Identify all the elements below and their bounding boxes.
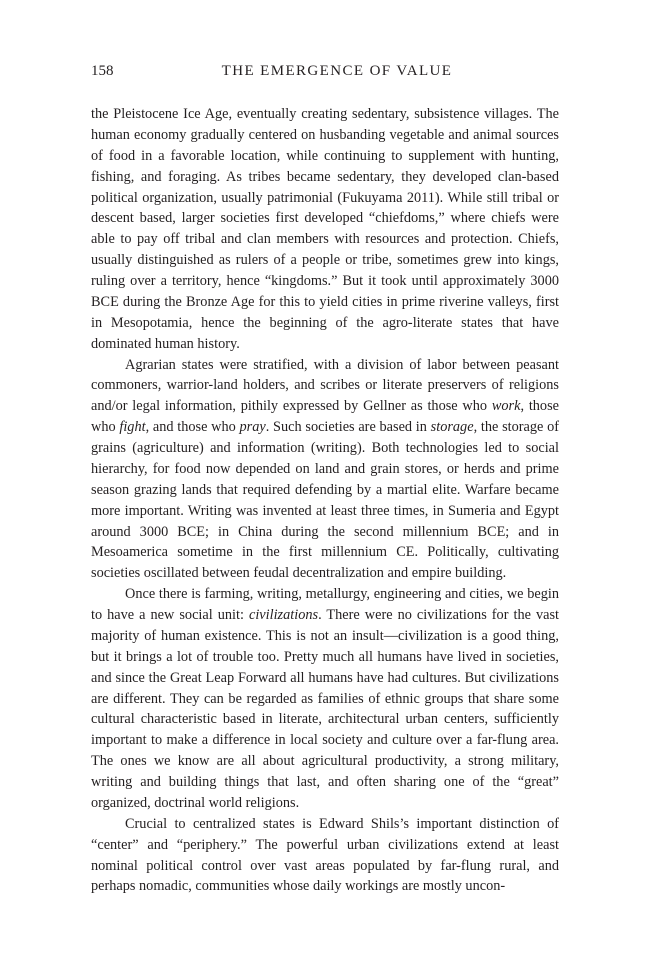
text-run: Once there is farming, writing, metallurgy, engineering and cities, we begin to have a new social unit:	[91, 586, 559, 623]
text-run: , those who	[91, 398, 559, 436]
text-run: Crucial to centralized states is Edward Shils’s important distinction of “center” and “periphery.” The powerful urban civilizations extend at least nominal political control over vast areas populated by far-flung rural, and perhaps nomadic, communities whose daily workings are mostly uncon-	[91, 815, 559, 895]
text-run: , and those who	[145, 419, 240, 436]
italic-run: fight	[119, 419, 146, 436]
text-run: Agrarian states were stratified, with a division of labor between peasant commoners, warrior-land holders, and scribes or literate preservers of religions and/or legal information, pithily expressed by Gellner as those who	[91, 356, 559, 415]
paragraph	[91, 104, 559, 355]
text-run: , the storage of grains (agriculture) and information (writing). Both technologies led to social hierarchy, for food now depended on land and grain stores, or herds and prime season grazing lands that required defending by a martial elite. Warfare became more important. Writing was invented at least three times, in Sumeria and Egypt around 3000 BCE; in China during the second millennium BCE; and in Mesoamerica sometime in the first millennium CE. Politically, cultivating societies oscillated between feudal decentralization and empire building.	[91, 419, 559, 582]
text-run: . Such societies are based in	[265, 419, 431, 436]
text-run: . There were no civilizations for the vast majority of human existence. This is not an insult—civilization is a good thing, but it brings a lot of trouble too. Pretty much all humans have lived in societies, and since the Great Leap Forward all humans have had cultures. But civilizations are different. They can be regarded as families of ethnic groups that share some cultural characteristic based in literate, architectural urban centers, sufficiently important to make a difference in local society and culture over a far-flung area. The ones we know are all about agricultural productivity, a strong military, writing and building things that last, and often sharing one of the “great” organized, doctrinal world religions.	[91, 607, 559, 811]
paragraph	[91, 584, 559, 814]
italic-run: civilizations	[248, 607, 319, 623]
page-number: 158	[91, 63, 114, 79]
italic-run: work	[491, 398, 521, 415]
paragraph	[91, 355, 559, 585]
running-head	[91, 61, 559, 81]
paragraph	[91, 814, 559, 898]
text-run: the Pleistocene Ice Age, eventually creating sedentary, subsistence villages. The human economy gradually centered on husbanding vegetable and animal sources of food in a favorable location, while continuing to supplement with hunting, fishing, and foraging. As tribes became sedentary, they developed clan-based political organization, usually patrimonial (Fukuyama 2011). While still tribal or descent based, larger societies first developed “chiefdoms,” where chiefs were able to pay off tribal and clan members with resources and protection. Chiefs, usually distinguished as rulers of a people or tribe, sometimes grew into kings, ruling over a territory, hence “kingdoms.” But it took until approximately 3000 BCE during the Bronze Age for this to yield cities in prime riverine valleys, first in Mesopotamia, hence the beginning of the agro-literate states that have dominated human history.	[91, 106, 559, 352]
italic-run: pray	[239, 419, 266, 436]
body-text	[91, 104, 559, 897]
italic-run: storage	[430, 419, 474, 436]
running-title: THE EMERGENCE OF VALUE	[221, 63, 453, 79]
